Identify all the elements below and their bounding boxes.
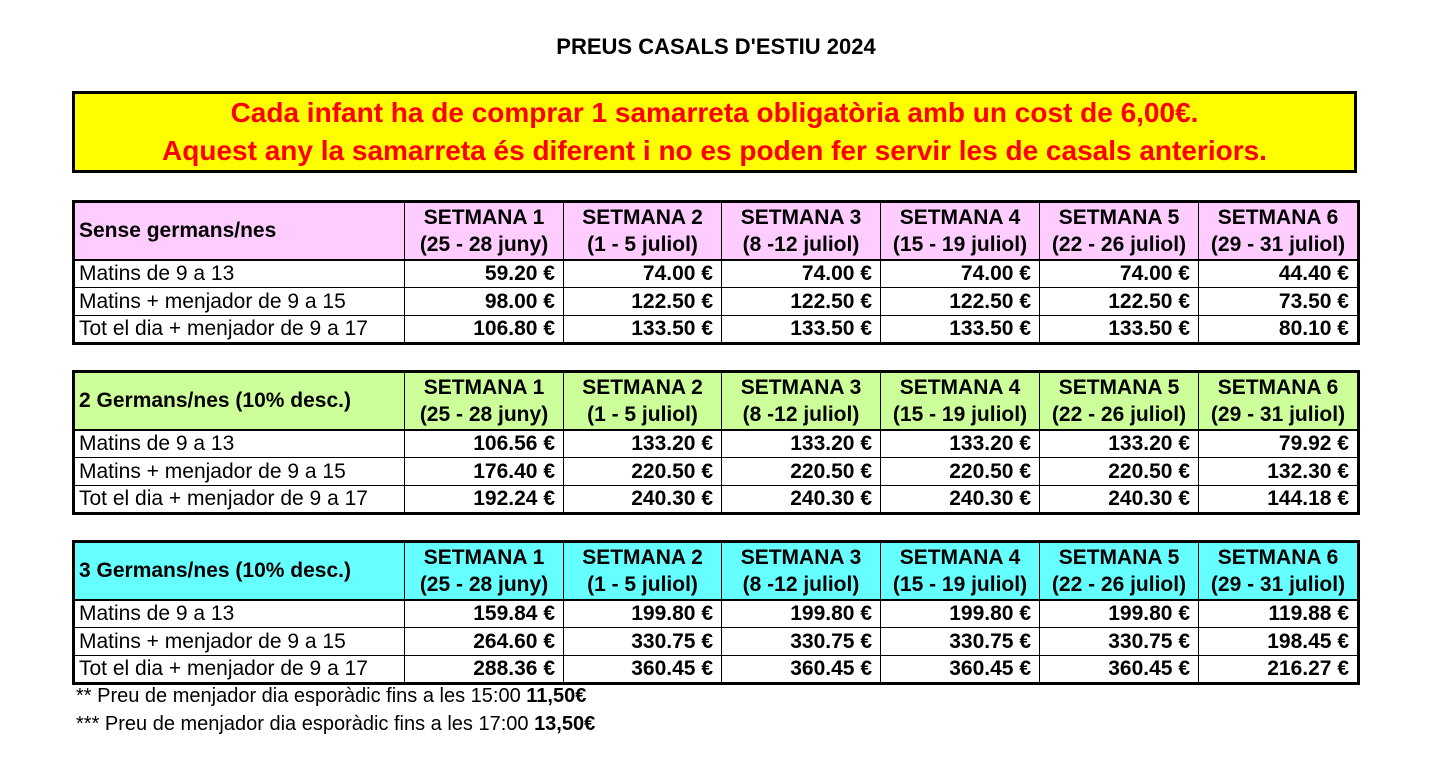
row-label: Matins + menjador de 9 a 15 <box>74 288 405 316</box>
week-label: SETMANA 5 <box>1058 205 1180 229</box>
price-cell: 176.40 € <box>405 458 564 486</box>
row-label: Tot el dia + menjador de 9 a 17 <box>74 486 405 514</box>
price-cell: 192.24 € <box>405 486 564 514</box>
week-label: SETMANA 6 <box>1217 545 1339 569</box>
price-cell: 122.50 € <box>1040 288 1199 316</box>
week-dates: (8 -12 juliol) <box>742 572 860 596</box>
price-cell: 133.20 € <box>564 430 722 458</box>
week-dates: (25 - 28 juny) <box>419 232 549 256</box>
week-dates: (22 - 26 juliol) <box>1051 572 1187 596</box>
price-cell: 44.40 € <box>1199 260 1359 288</box>
price-table-three-siblings <box>72 540 1360 685</box>
price-cell: 220.50 € <box>1040 458 1199 486</box>
week-dates: (15 - 19 juliol) <box>892 232 1028 256</box>
price-cell: 106.80 € <box>405 316 564 344</box>
week-label: SETMANA 1 <box>423 545 545 569</box>
price-cell: 330.75 € <box>881 628 1040 656</box>
price-cell: 122.50 € <box>722 288 881 316</box>
price-cell: 144.18 € <box>1199 486 1359 514</box>
price-cell: 360.45 € <box>881 656 1040 684</box>
price-cell: 122.50 € <box>881 288 1040 316</box>
price-cell: 240.30 € <box>722 486 881 514</box>
table-row <box>74 656 1359 684</box>
week-header <box>1199 202 1359 260</box>
price-cell: 132.30 € <box>1199 458 1359 486</box>
week-dates: (8 -12 juliol) <box>742 402 860 426</box>
price-cell: 74.00 € <box>1040 260 1199 288</box>
week-header <box>1040 202 1199 260</box>
price-cell: 79.92 € <box>1199 430 1359 458</box>
row-label: Matins de 9 a 13 <box>74 260 405 288</box>
price-cell: 216.27 € <box>1199 656 1359 684</box>
footnote-price: 13,50€ <box>534 713 596 735</box>
price-cell: 240.30 € <box>564 486 722 514</box>
price-cell: 98.00 € <box>405 288 564 316</box>
price-cell: 59.20 € <box>405 260 564 288</box>
week-dates: (1 - 5 juliol) <box>587 402 698 426</box>
table-row <box>74 288 1359 316</box>
price-cell: 133.20 € <box>881 430 1040 458</box>
price-cell: 220.50 € <box>881 458 1040 486</box>
price-cell: 80.10 € <box>1199 316 1359 344</box>
footnote-lunch-15h <box>76 685 586 707</box>
week-header <box>564 542 722 600</box>
week-header <box>722 542 881 600</box>
price-table-no-siblings <box>72 200 1360 345</box>
price-cell: 330.75 € <box>1040 628 1199 656</box>
table-row <box>74 260 1359 288</box>
week-dates: (1 - 5 juliol) <box>587 232 698 256</box>
footnote-text: *** Preu de menjador dia esporàdic fins a les 17:00 <box>76 713 529 735</box>
week-label: SETMANA 2 <box>582 545 703 569</box>
week-label: SETMANA 1 <box>423 375 545 399</box>
table-header-row <box>74 542 1359 600</box>
week-header <box>1199 372 1359 430</box>
price-cell: 133.20 € <box>1040 430 1199 458</box>
row-label: Matins de 9 a 13 <box>74 600 405 628</box>
week-label: SETMANA 3 <box>740 375 862 399</box>
price-cell: 133.50 € <box>1040 316 1199 344</box>
week-label: SETMANA 5 <box>1058 375 1180 399</box>
price-cell: 133.20 € <box>722 430 881 458</box>
week-dates: (22 - 26 juliol) <box>1051 402 1187 426</box>
week-label: SETMANA 4 <box>899 205 1021 229</box>
week-dates: (15 - 19 juliol) <box>892 572 1028 596</box>
price-cell: 360.45 € <box>1040 656 1199 684</box>
footnote-lunch-17h <box>76 713 595 735</box>
price-cell: 264.60 € <box>405 628 564 656</box>
price-cell: 74.00 € <box>722 260 881 288</box>
table-row <box>74 430 1359 458</box>
table-row <box>74 316 1359 344</box>
week-label: SETMANA 4 <box>899 375 1021 399</box>
week-header <box>405 542 564 600</box>
week-header <box>722 202 881 260</box>
week-label: SETMANA 5 <box>1058 545 1180 569</box>
week-label: SETMANA 2 <box>582 205 703 229</box>
week-dates: (29 - 31 juliol) <box>1210 232 1346 256</box>
price-cell: 240.30 € <box>1040 486 1199 514</box>
row-label: Tot el dia + menjador de 9 a 17 <box>74 316 405 344</box>
price-cell: 199.80 € <box>722 600 881 628</box>
week-header <box>1199 542 1359 600</box>
price-cell: 199.80 € <box>881 600 1040 628</box>
week-label: SETMANA 1 <box>423 205 545 229</box>
price-cell: 198.45 € <box>1199 628 1359 656</box>
price-cell: 199.80 € <box>564 600 722 628</box>
table-row <box>74 458 1359 486</box>
price-cell: 220.50 € <box>564 458 722 486</box>
week-header <box>881 542 1040 600</box>
price-cell: 73.50 € <box>1199 288 1359 316</box>
week-header <box>1040 542 1199 600</box>
table-category-title: 2 Germans/nes (10% desc.) <box>74 372 405 430</box>
week-label: SETMANA 2 <box>582 375 703 399</box>
price-cell: 133.50 € <box>722 316 881 344</box>
week-header <box>722 372 881 430</box>
price-cell: 106.56 € <box>405 430 564 458</box>
week-label: SETMANA 4 <box>899 545 1021 569</box>
tshirt-notice-box <box>72 91 1357 173</box>
row-label: Tot el dia + menjador de 9 a 17 <box>74 656 405 684</box>
price-cell: 360.45 € <box>564 656 722 684</box>
table-category-title: 3 Germans/nes (10% desc.) <box>74 542 405 600</box>
table-row <box>74 486 1359 514</box>
week-label: SETMANA 3 <box>740 545 862 569</box>
week-label: SETMANA 6 <box>1217 375 1339 399</box>
week-dates: (15 - 19 juliol) <box>892 402 1028 426</box>
week-label: SETMANA 3 <box>740 205 862 229</box>
price-cell: 133.50 € <box>881 316 1040 344</box>
row-label: Matins + menjador de 9 a 15 <box>74 628 405 656</box>
price-cell: 360.45 € <box>722 656 881 684</box>
week-dates: (1 - 5 juliol) <box>587 572 698 596</box>
price-cell: 122.50 € <box>564 288 722 316</box>
price-cell: 119.88 € <box>1199 600 1359 628</box>
week-dates: (25 - 28 juny) <box>419 402 549 426</box>
week-dates: (29 - 31 juliol) <box>1210 572 1346 596</box>
price-cell: 330.75 € <box>564 628 722 656</box>
price-cell: 74.00 € <box>564 260 722 288</box>
price-cell: 159.84 € <box>405 600 564 628</box>
price-table-two-siblings <box>72 370 1360 515</box>
week-dates: (25 - 28 juny) <box>419 572 549 596</box>
table-header-row <box>74 202 1359 260</box>
footnote-text: ** Preu de menjador dia esporàdic fins a les 15:00 <box>76 685 521 707</box>
table-row <box>74 628 1359 656</box>
price-cell: 199.80 € <box>1040 600 1199 628</box>
week-dates: (29 - 31 juliol) <box>1210 402 1346 426</box>
week-dates: (22 - 26 juliol) <box>1051 232 1187 256</box>
table-row <box>74 600 1359 628</box>
page-title: PREUS CASALS D'ESTIU 2024 <box>556 34 876 59</box>
week-header <box>881 372 1040 430</box>
price-cell: 220.50 € <box>722 458 881 486</box>
week-header <box>1040 372 1199 430</box>
table-header-row <box>74 372 1359 430</box>
price-cell: 74.00 € <box>881 260 1040 288</box>
week-header <box>881 202 1040 260</box>
week-header <box>405 372 564 430</box>
price-cell: 133.50 € <box>564 316 722 344</box>
notice-line-2: Aquest any la samarreta és diferent i no es poden fer servir les de casals anteriors. <box>162 135 1267 166</box>
week-header <box>564 202 722 260</box>
price-cell: 288.36 € <box>405 656 564 684</box>
row-label: Matins de 9 a 13 <box>74 430 405 458</box>
price-cell: 330.75 € <box>722 628 881 656</box>
week-label: SETMANA 6 <box>1217 205 1339 229</box>
footnote-price: 11,50€ <box>526 685 587 707</box>
table-category-title: Sense germans/nes <box>74 202 405 260</box>
notice-line-1: Cada infant ha de comprar 1 samarreta obligatòria amb un cost de 6,00€. <box>230 97 1199 128</box>
week-header <box>564 372 722 430</box>
week-dates: (8 -12 juliol) <box>742 232 860 256</box>
price-cell: 240.30 € <box>881 486 1040 514</box>
row-label: Matins + menjador de 9 a 15 <box>74 458 405 486</box>
week-header <box>405 202 564 260</box>
